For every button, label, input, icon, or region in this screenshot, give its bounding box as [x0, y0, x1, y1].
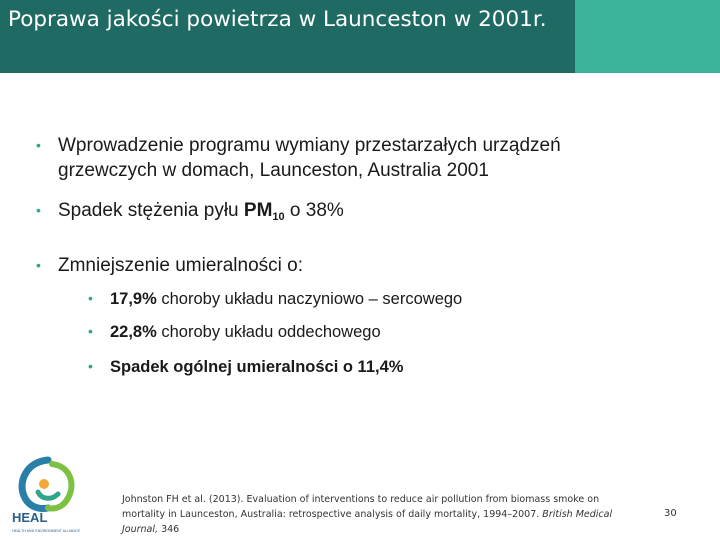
pm-subscript: 10	[272, 211, 285, 223]
bullet-dot: •	[88, 358, 93, 374]
sub-bullet-item-2	[88, 321, 381, 343]
bullet-dot: •	[88, 323, 93, 339]
logo-arc-green	[48, 464, 71, 509]
bullet-dot: •	[36, 137, 41, 153]
reference-citation	[122, 492, 642, 537]
pm-label: PM	[243, 200, 273, 221]
bullet-item-3	[36, 253, 303, 278]
bullet-text: o 38%	[284, 200, 344, 221]
logo-dot	[39, 479, 49, 489]
sub-bullet-item-1	[88, 288, 463, 310]
accent-bar	[575, 0, 720, 73]
sub-bullet-item-3	[88, 356, 404, 378]
logo-tagline: HEALTH AND ENVIRONMENT ALLIANCE	[12, 529, 80, 533]
sub-bullet-value: Spadek ogólnej umieralności o 11,4%	[110, 358, 404, 376]
logo-swoosh	[38, 492, 58, 498]
reference-text: Johnston FH et al. (2013). Evaluation of interventions to reduce air pollution from biomass smoke on mortality in Launceston, Australia: retrospective analysis of daily mortality, 1994–2007.	[122, 494, 600, 520]
reference-journal: British Medical Journal,	[122, 509, 613, 535]
sub-bullet-text: choroby układu naczyniowo – sercowego	[156, 290, 463, 308]
page-number: 30	[664, 508, 677, 519]
bullet-dot: •	[36, 202, 41, 218]
sub-bullet-value: 17,9%	[110, 290, 157, 308]
heal-logo	[8, 454, 92, 538]
bullet-text: Spadek stężenia pyłu	[58, 200, 244, 221]
sub-bullet-value: 22,8%	[110, 323, 157, 341]
sub-bullet-text: choroby układu oddechowego	[156, 323, 381, 341]
bullet-item-2	[36, 198, 344, 230]
slide-title: Poprawa jakości powietrza w Launceston w 2001r.	[8, 7, 547, 32]
bullet-text: grzewczych w domach, Launceston, Australia 2001	[58, 160, 489, 181]
reference-text-end: 346	[158, 524, 180, 535]
bullet-text: Zmniejszenie umieralności o:	[58, 255, 303, 276]
bullet-dot: •	[88, 290, 93, 306]
logo-text: HEAL	[12, 510, 48, 525]
bullet-item-1	[36, 133, 561, 183]
bullet-dot: •	[36, 257, 41, 273]
bullet-text: Wprowadzenie programu wymiany przestarzałych urządzeń	[58, 135, 561, 156]
